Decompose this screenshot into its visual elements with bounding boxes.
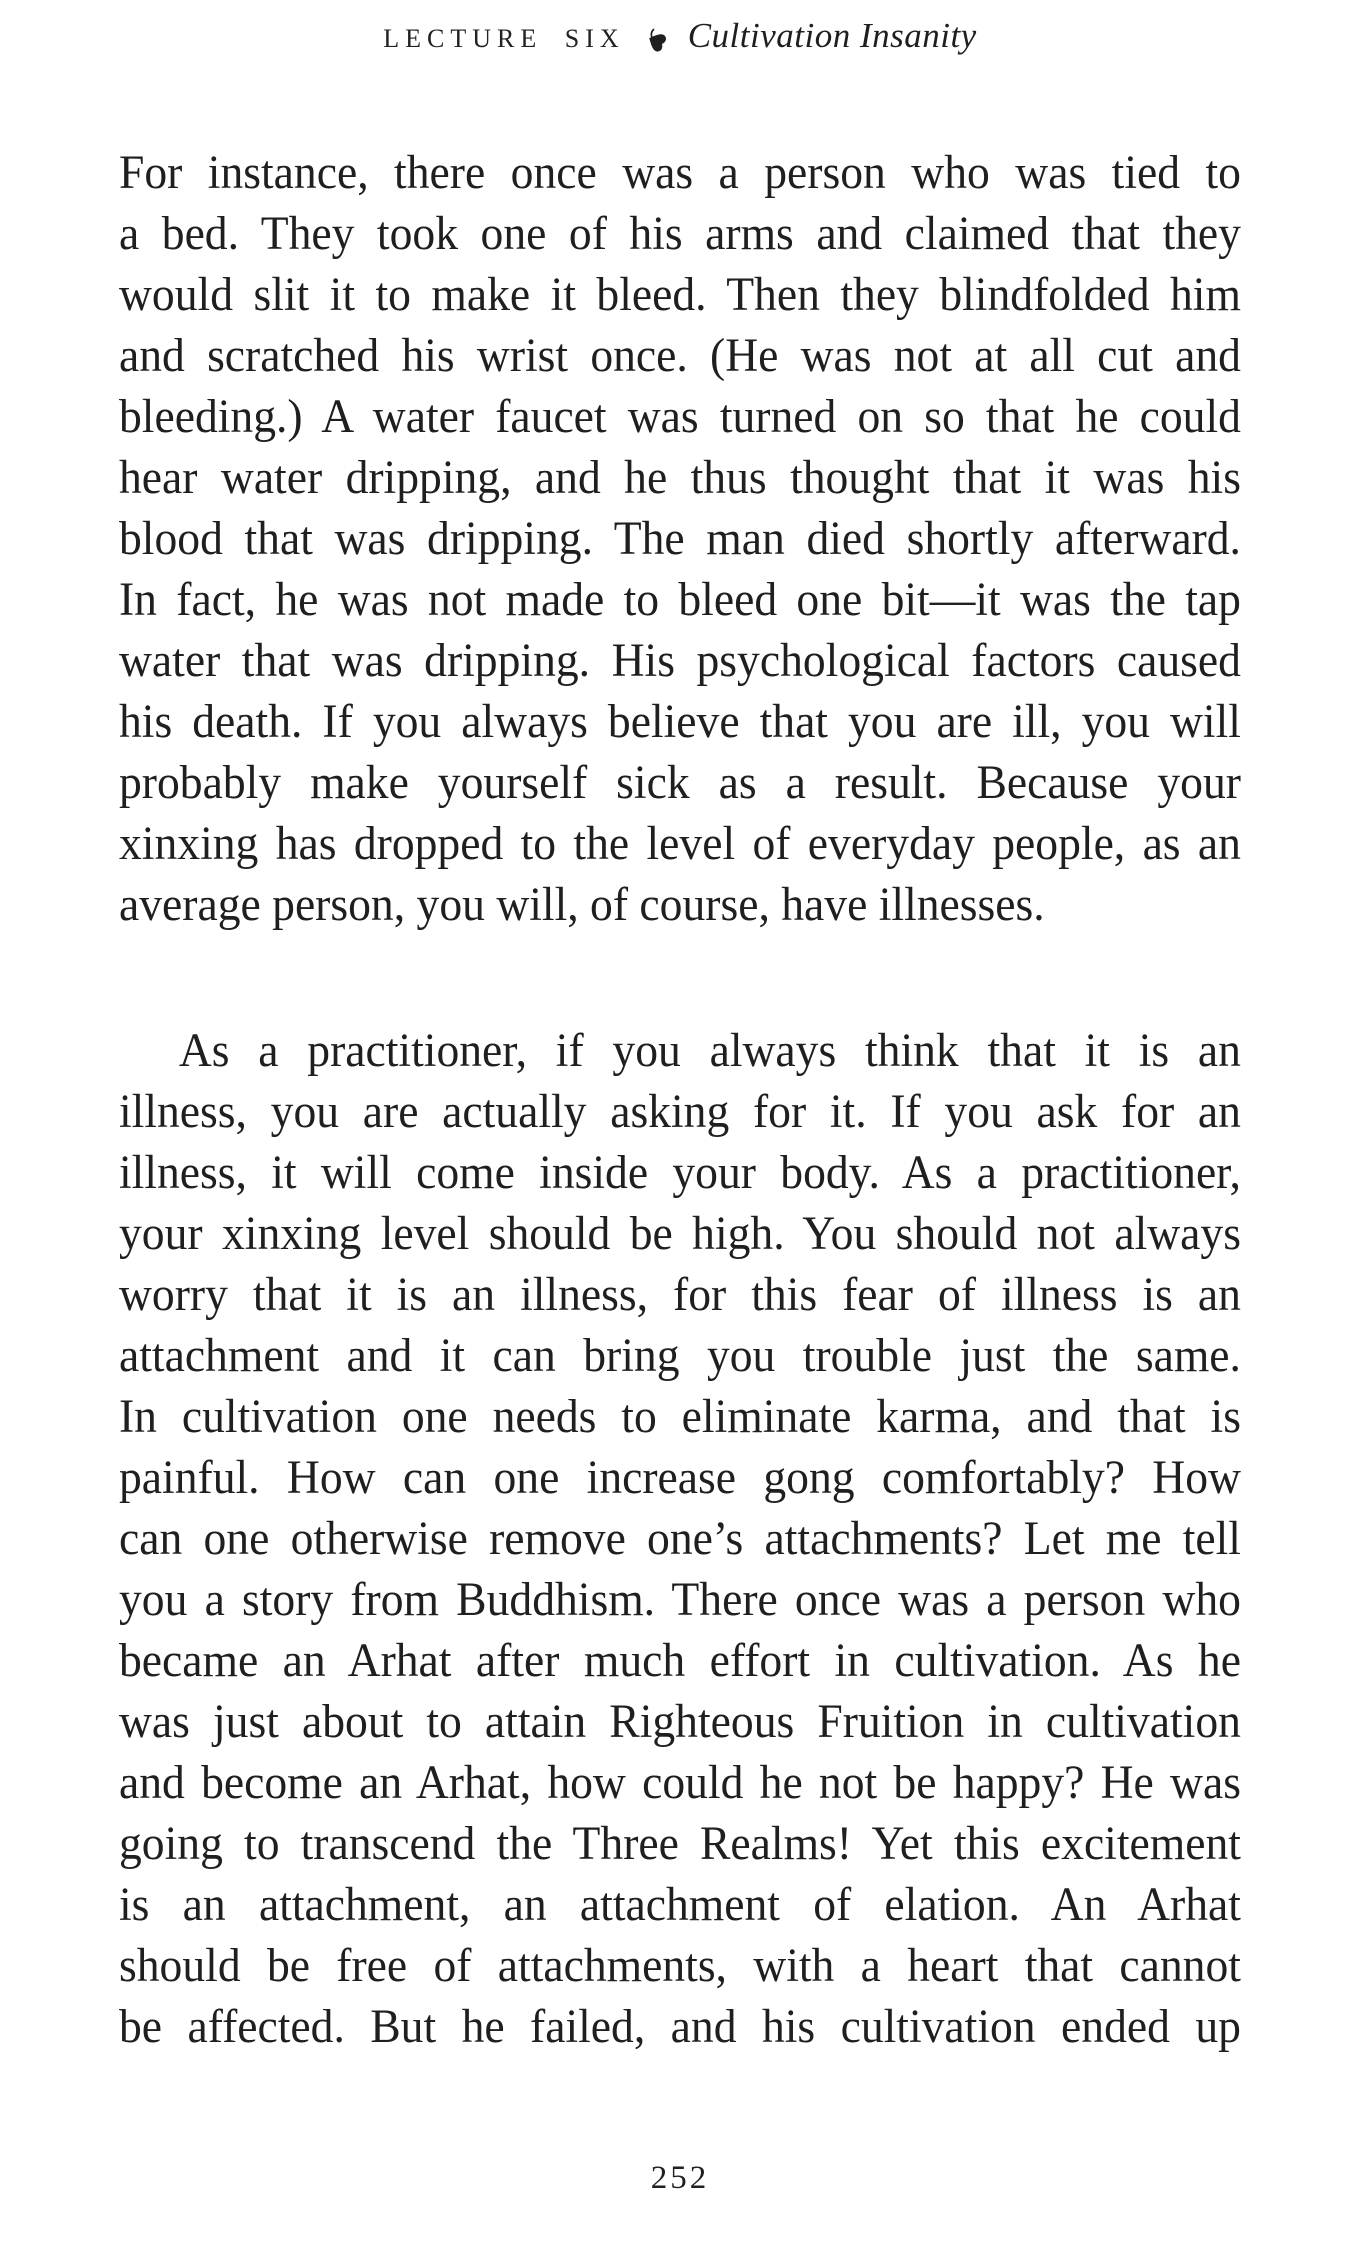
text-line: be affected. But he failed, and his cultivation ended up: [119, 2000, 1241, 2053]
text-line: should be free of attachments, with a heart that cannot: [119, 1939, 1241, 1992]
text-line: average person, you will, of course, have illnesses.: [119, 878, 1045, 931]
text-line: you a story from Buddhism. There once was a person who: [119, 1573, 1241, 1626]
text-line: a bed. They took one of his arms and claimed that they: [119, 207, 1241, 260]
text-line: can one otherwise remove one’s attachments? Let me tell: [119, 1512, 1241, 1565]
text-line: illness, you are actually asking for it. If you ask for an: [119, 1085, 1241, 1138]
body-text: [119, 142, 1241, 2057]
text-line: illness, it will come inside your body. As a practitioner,: [119, 1146, 1241, 1199]
text-line: and become an Arhat, how could he not be happy? He was: [119, 1756, 1241, 1809]
text-line: his death. If you always believe that you are ill, you will: [119, 695, 1241, 748]
paragraph: [119, 1020, 1241, 2057]
text-line: In cultivation one needs to eliminate karma, and that is: [119, 1390, 1241, 1443]
text-line: is an attachment, an attachment of elation. An Arhat: [119, 1878, 1241, 1931]
text-line: would slit it to make it bleed. Then they blindfolded him: [119, 268, 1241, 321]
text-line: As a practitioner, if you always think that it is an: [178, 1024, 1241, 1077]
text-line: painful. How can one increase gong comfortably? How: [119, 1451, 1241, 1504]
page-number: 252: [650, 2160, 710, 2196]
text-line: For instance, there once was a person who was tied to: [119, 146, 1241, 199]
text-line: probably make yourself sick as a result. Because your: [119, 756, 1241, 809]
text-line: water that was dripping. His psychological factors caused: [119, 634, 1241, 687]
text-line: xinxing has dropped to the level of everyday people, as an: [119, 817, 1241, 870]
text-line: hear water dripping, and he thus thought that it was his: [119, 451, 1241, 504]
text-line: attachment and it can bring you trouble just the same.: [119, 1329, 1241, 1382]
running-head: [0, 16, 1360, 56]
text-line: worry that it is an illness, for this fear of illness is an: [119, 1268, 1241, 1321]
chapter-title: Cultivation Insanity: [687, 16, 977, 55]
text-line: going to transcend the Three Realms! Yet this excitement: [119, 1817, 1241, 1870]
text-line: became an Arhat after much effort in cultivation. As he: [119, 1634, 1241, 1687]
text-line: blood that was dripping. The man died shortly afterward.: [119, 512, 1241, 565]
text-line: and scratched his wrist once. (He was not at all cut and: [119, 329, 1241, 382]
text-line: your xinxing level should be high. You should not always: [119, 1207, 1241, 1260]
paragraph: [119, 142, 1241, 935]
hedera-leaf-icon: [643, 27, 670, 54]
lecture-label: LECTURE SIX: [383, 24, 625, 53]
text-line: was just about to attain Righteous Fruition in cultivation: [119, 1695, 1241, 1748]
text-line: bleeding.) A water faucet was turned on so that he could: [119, 390, 1241, 443]
text-line: In fact, he was not made to bleed one bit—it was the tap: [119, 573, 1241, 626]
